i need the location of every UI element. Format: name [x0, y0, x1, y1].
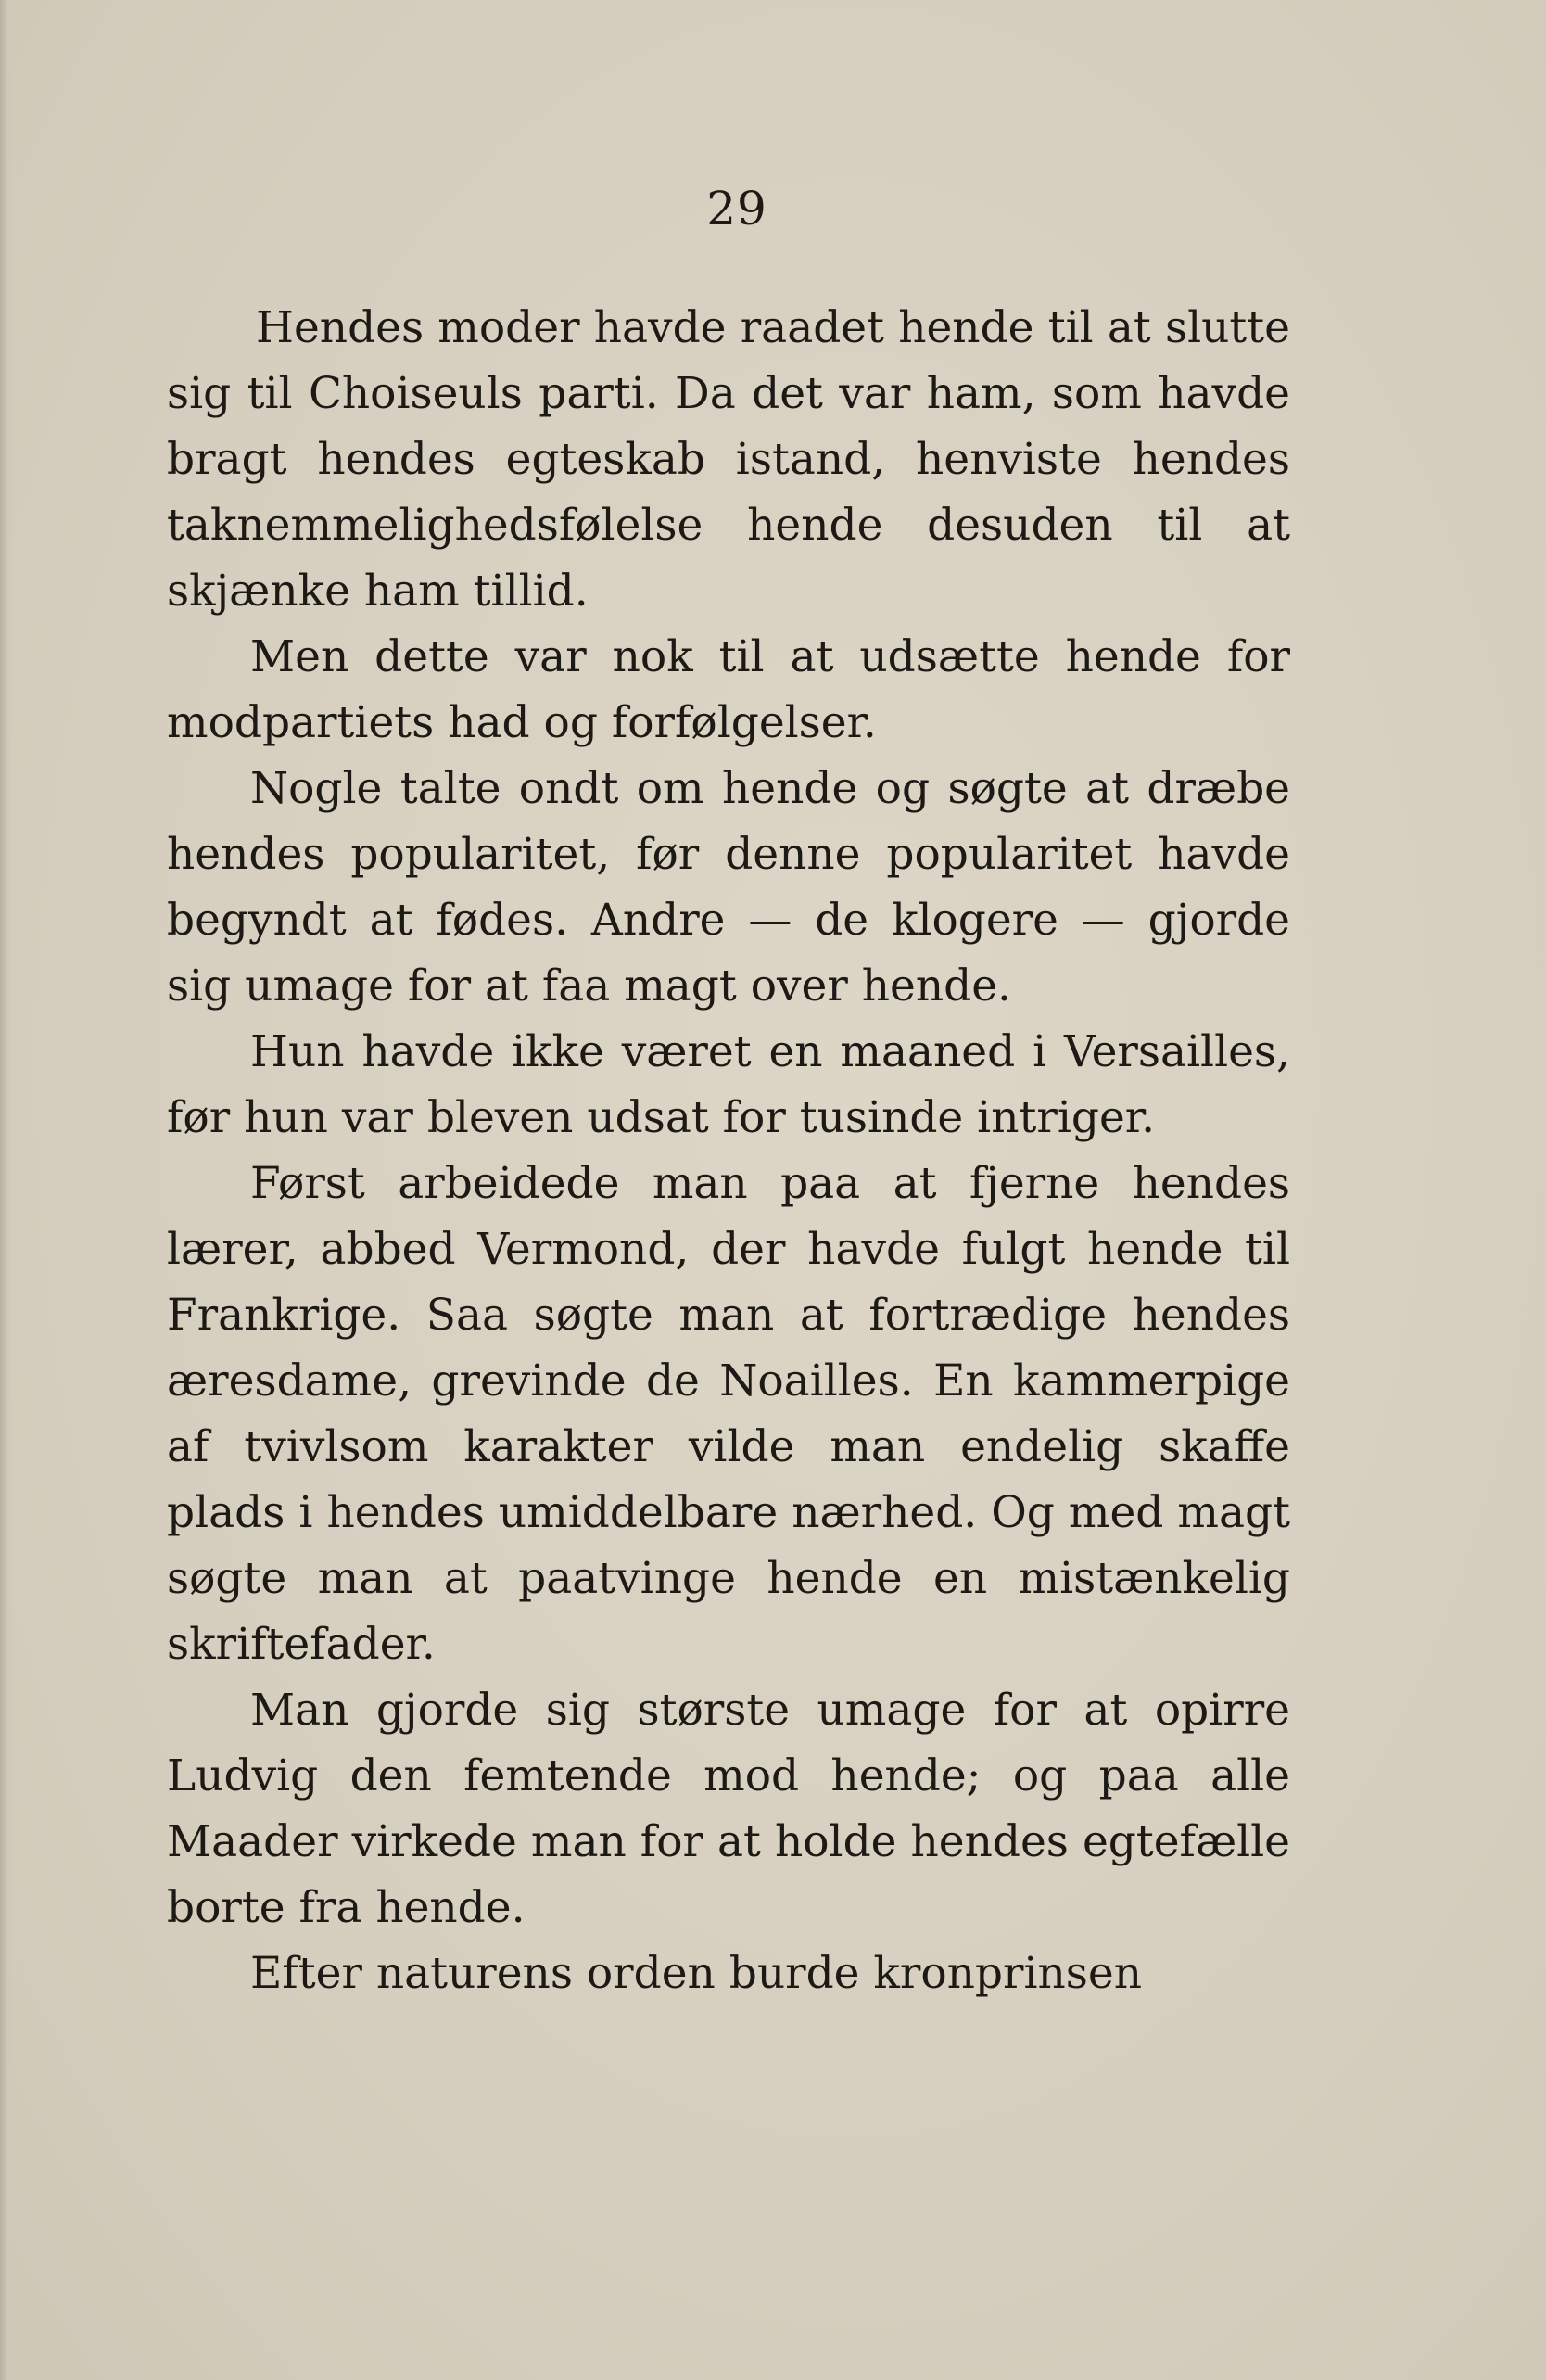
paragraph: Hendes moder havde raadet hende til at slutte sig til Choiseuls parti. Da det var ham, som havde bragt hendes egteskab istand, henviste hendes taknemmelighedsfølelse hende desuden til at skjænke ham tillid.	[167, 302, 1290, 617]
page-number: 29	[706, 182, 767, 235]
paragraph: Først arbeidede man paa at fjerne hendes lærer, abbed Vermond, der havde fulgt hende til Frankrige. Saa søgte man at fortrædige hendes æresdame, grevinde de Noailles. En kammerpige af tvivlsom karakter vilde man endelig skaffe plads i hendes umiddelbare nærhed. Og med magt søgte man at paatvinge hende en mistænkelig skriftefader.	[167, 1158, 1290, 1670]
body-text	[167, 295, 1290, 2006]
paragraph: Man gjorde sig største umage for at opirre Ludvig den femtende mod hende; og paa alle Maader virkede man for at holde hendes egtefælle borte fra hende.	[167, 1685, 1290, 1933]
paragraph: Hun havde ikke været en maaned i Versailles, før hun var bleven udsat for tusinde intriger.	[167, 1026, 1290, 1143]
paragraph: Nogle talte ondt om hende og søgte at dræbe hendes popularitet, før denne popularitet havde begyndt at fødes. Andre — de klogere — gjorde sig umage for at faa magt over hende.	[167, 763, 1290, 1012]
paragraph: Efter naturens orden burde kronprinsen	[250, 1948, 1142, 1999]
binding-edge	[0, 0, 13, 2380]
paragraph: Men dette var nok til at udsætte hende for modpartiets had og forfølgelser.	[167, 631, 1290, 748]
